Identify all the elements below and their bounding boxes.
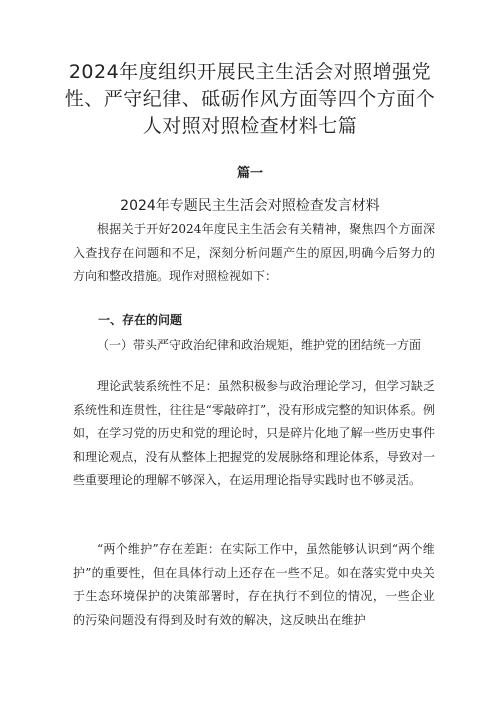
subsection-heading-1: （一）带头严守政治纪律和政治规矩，维护党的团结统一方面	[97, 338, 422, 352]
document-subtitle: 2024年专题民主生活会对照检查发言材料	[120, 198, 380, 214]
section-heading-problems: 一、存在的问题	[98, 313, 183, 327]
theory-paragraph: 理论武装系统性不足：虽然积极参与政治理论学习，但学习缺乏系统性和连贯性，往往是“零敲碎打”，没有形成完整的知识体系。例如，在学习党的历史和党的理论时，只是碎片化地了解一些历史事件和理论观点，没有从整体上把握党的发展脉络和理论体系，导致对一些重要理论的理解不够深入，在运用理论指导实践时也不够灵活。	[73, 379, 435, 487]
section-label: 篇一	[236, 166, 263, 181]
two-safeguards-paragraph: “两个维护”存在差距：在实际工作中，虽然能够认识到“两个维护”的重要性，但在具体行动上还存在一些不足。如在落实党中央关于生态环境保护的决策部署时，存在执行不到位的情况，一些企业的污染问题没有得到及时有效的解决，这反映出在维护	[73, 542, 435, 627]
document-title: 2024年度组织开展民主生活会对照增强党性、严守纪律、砥砺作风方面等四个方面个人对照对照检查材料七篇	[64, 61, 436, 137]
intro-paragraph: 根据关于开好2024年度民主生活会有关精神，聚焦四个方面深入查找存在问题和不足，深刻分析问题产生的原因,明确今后努力的方向和整改措施。现作对照检视如下：	[73, 222, 435, 283]
